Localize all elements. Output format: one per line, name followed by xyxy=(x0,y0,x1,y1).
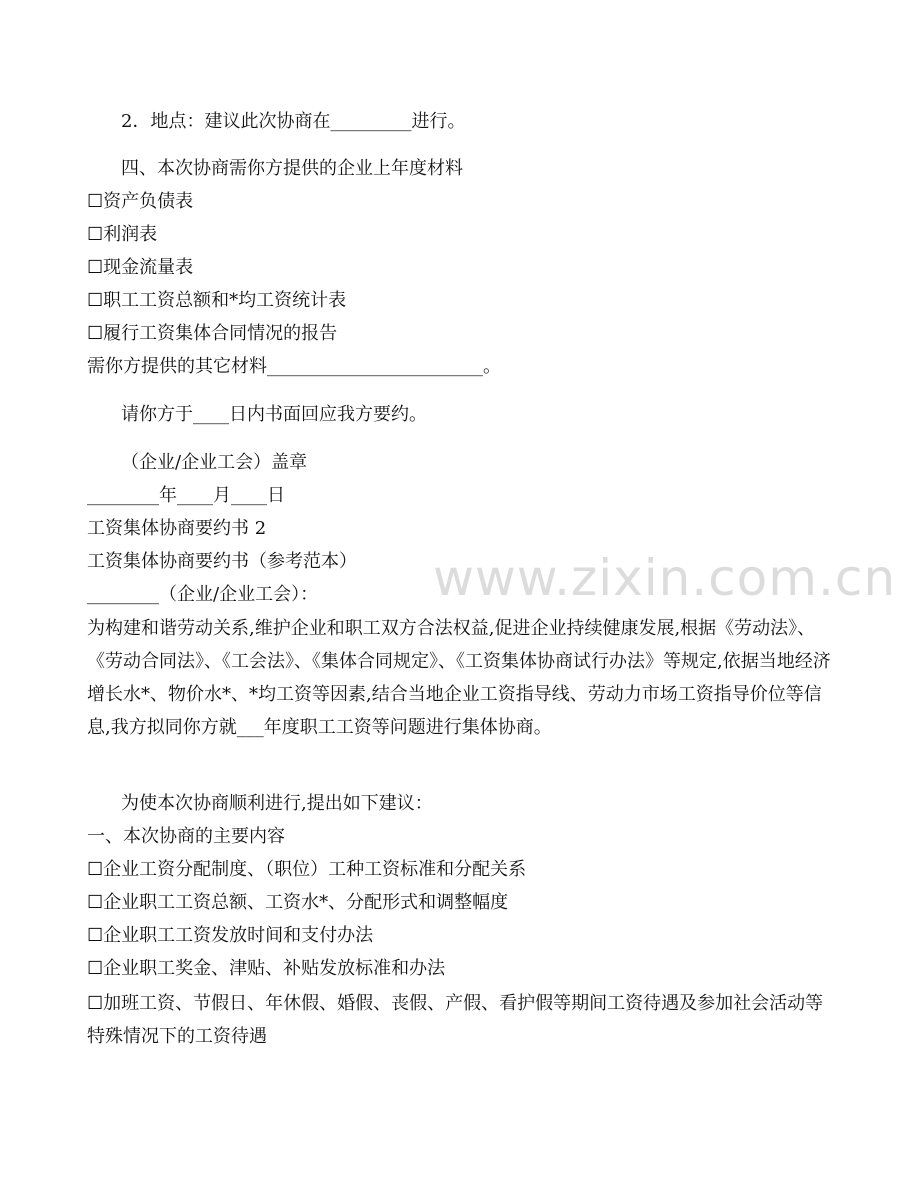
suggestion-line: 为使本次协商顺利进行,提出如下建议： xyxy=(121,793,433,814)
document-subtitle: 工资集体协商要约书（参考范本） xyxy=(87,551,357,572)
checkbox-item-wage-system: ☐企业工资分配制度、（职位）工种工资标准和分配关系 xyxy=(87,859,527,880)
date-line: ________年____月____日 xyxy=(87,485,285,506)
seal-line: （企业/企业工会）盖章 xyxy=(121,452,308,473)
checkbox-item-cash-flow: ☐现金流量表 xyxy=(87,257,194,278)
section-heading-content: 一、本次协商的主要内容 xyxy=(87,826,285,847)
checkbox-item-balance-sheet: ☐资产负债表 xyxy=(87,191,194,212)
checkbox-item-contract-report: ☐履行工资集体合同情况的报告 xyxy=(87,323,338,344)
location-line: 2．地点：建议此次协商在_________进行。 xyxy=(121,111,466,132)
checkbox-item-wage-statistics: ☐职工工资总额和*均工资统计表 xyxy=(87,290,347,311)
checkbox-item-wage-total: ☐企业职工工资总额、工资水*、分配形式和调整幅度 xyxy=(87,892,509,913)
watermark: www.zixin.com.cn xyxy=(433,549,897,607)
other-materials-line: 需你方提供的其它材料________________________。 xyxy=(87,356,501,377)
section-heading-materials: 四、本次协商需你方提供的企业上年度材料 xyxy=(121,158,463,179)
checkbox-item-payment-time: ☐企业职工工资发放时间和支付办法 xyxy=(87,925,374,946)
intro-paragraph: 为构建和谐劳动关系,维护企业和职工双方合法权益,促进企业持续健康发展,根据《劳动法》、《劳动合同法》、《工会法》、《集体合同规定》、《工资集体协商试行办法》等规定,依据当地经济增长水*、物价水*、*均工资等因素,结合当地企业工资指导线、劳动力市场工资指导价位等信息,我方拟同你方就___年度职工工资等问题进行集体协商。 xyxy=(87,618,831,738)
addressee-line: ________（企业/企业工会）： xyxy=(87,584,319,605)
document-title-2: 工资集体协商要约书 2 xyxy=(87,518,267,539)
checkbox-item-bonus: ☐企业职工奖金、津贴、补贴发放标准和办法 xyxy=(87,958,446,979)
checkbox-item-overtime: ☐加班工资、节假日、年休假、婚假、丧假、产假、看护假等期间工资待遇及参加社会活动等特殊情况下的工资待遇 xyxy=(87,993,824,1047)
checkbox-item-income-statement: ☐利润表 xyxy=(87,224,158,245)
response-deadline-line: 请你方于____日内书面回应我方要约。 xyxy=(121,404,427,425)
